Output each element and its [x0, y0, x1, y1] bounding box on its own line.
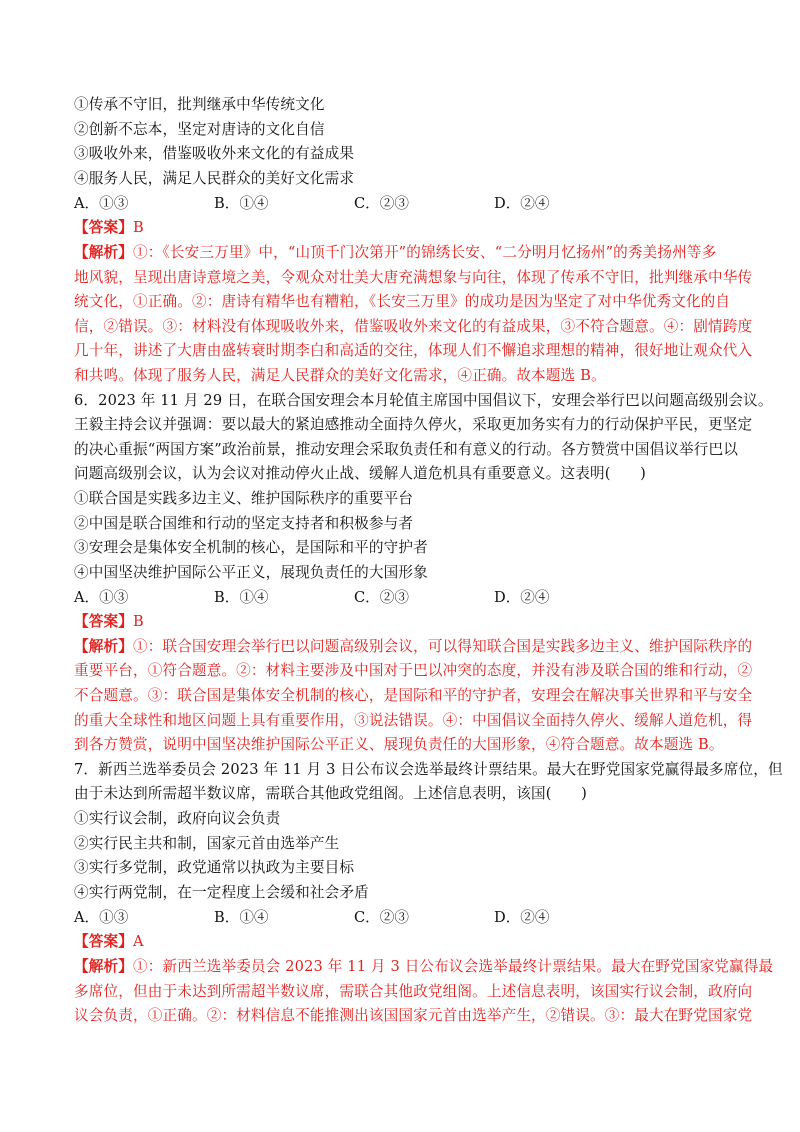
- q5-choices: [74, 191, 734, 216]
- choice-a: A．①③: [74, 909, 129, 927]
- choice-a: A．①③: [74, 195, 129, 213]
- q5-analysis: [74, 241, 753, 389]
- analysis-line: ①：新西兰选举委员会 2023 年 11 月 3 日公布议会选举最终计票结果。最大在野党国家党赢得最: [132, 958, 774, 975]
- option-line: ③安理会是集体安全机制的核心，是国际和平的守护者: [74, 539, 428, 557]
- analysis-line: 重要平台，①符合题意。②：材料主要涉及中国对于巴以冲突的态度，并没有涉及联合国的维和行动，②: [74, 662, 753, 680]
- analysis-tag: 【解析】: [74, 958, 133, 975]
- choice-a: A．①③: [74, 589, 129, 607]
- q6-stem: [74, 389, 773, 487]
- option-line: ②中国是联合国维和行动的坚定支持者和积极参与者: [74, 514, 414, 532]
- option-line: ①实行议会制，政府向议会负责: [74, 810, 281, 828]
- stem-line: 王毅主持会议并强调：要以最大的紧迫感推动全面持久停火，采取更加务实有力的行动保护平民，更坚定: [74, 416, 753, 434]
- option-line: ③实行多党制，政党通常以执政为主要目标: [74, 859, 355, 877]
- answer-tag: 【答案】: [74, 219, 133, 237]
- option-line: ④实行两党制，在一定程度上会缓和社会矛盾: [74, 883, 369, 901]
- choice-b: B．①④: [214, 195, 269, 213]
- q7-stem: [74, 758, 783, 807]
- q6-analysis: [74, 635, 753, 758]
- choice-c: C．②③: [354, 195, 409, 213]
- stem-line: 问题高级别会议，认为会议对推动停火止战、缓解人道危机具有重要意义。这表明( ): [74, 465, 646, 483]
- analysis-line: 的重大全球性和地区问题上具有重要作用，③说法错误。④：中国倡议全面持久停火、缓解人道危机，得: [74, 711, 753, 729]
- choice-b: B．①④: [214, 589, 269, 607]
- option-line: ③吸收外来，借鉴吸收外来文化的有益成果: [74, 145, 355, 163]
- analysis-line: 到各方赞赏，说明中国坚决维护国际公平正义、展现负责任的大国形象，④符合题意。故本题选 B。: [74, 736, 724, 754]
- choice-b: B．①④: [214, 909, 269, 927]
- analysis-line: 议会负责，①正确。②：材料信息不能推测出该国国家元首由选举产生，②错误。③：最大在野党国家党: [74, 1007, 753, 1025]
- analysis-tag: 【解析】: [74, 243, 133, 261]
- stem-line: 由于未达到所需超半数议席，需联合其他政党组阁。上述信息表明，该国( ): [74, 785, 587, 803]
- answer-value: B: [132, 219, 144, 237]
- stem-line: 7．新西兰选举委员会 2023 年 11 月 3 日公布议会选举最终计票结果。最大在野党国家党赢得最多席位，但: [74, 760, 783, 778]
- option-line: ④中国坚决维护国际公平正义，展现负责任的大国形象: [74, 563, 428, 581]
- q7-analysis: [74, 955, 774, 1029]
- q7-choices: [74, 905, 734, 930]
- analysis-tag: 【解析】: [74, 637, 133, 655]
- analysis-line: 信，②错误。③：材料没有体现吸收外来，借鉴吸收外来文化的有益成果，③不符合题意。④：剧情跨度: [74, 317, 753, 335]
- answer-tag: 【答案】: [74, 933, 133, 951]
- document-page: [74, 93, 783, 1029]
- choice-c: C．②③: [354, 589, 409, 607]
- choice-c: C．②③: [354, 909, 409, 927]
- analysis-line: 不合题意。③：联合国是集体安全机制的核心，是国际和平的守护者，安理会在解决事关世界和平与安全: [74, 687, 753, 705]
- option-line: ②实行民主共和制，国家元首由选举产生: [74, 834, 340, 852]
- q6-options: [74, 487, 734, 585]
- stem-line: 6．2023 年 11 月 29 日，在联合国安理会本月轮值主席国中国倡议下，安理会举行巴以问题高级别会议。: [74, 391, 773, 409]
- option-line: ②创新不忘本，坚定对唐诗的文化自信: [74, 120, 325, 138]
- stem-line: 的决心重振“两国方案”政治前景，推动安理会采取负责任和有意义的行动。各方赞赏中国倡议举行巴以: [74, 440, 738, 458]
- choice-d: D．②④: [494, 195, 550, 213]
- analysis-line: ①：联合国安理会举行巴以问题高级别会议，可以得知联合国是实践多边主义、维护国际秩序的: [132, 637, 753, 655]
- analysis-line: 几十年，讲述了大唐由盛转衰时期李白和高适的交往，体现人们不懈追求理想的精神，很好地让观众代入: [74, 342, 753, 360]
- analysis-line: 多席位，但由于未达到所需超半数议席，需联合其他政党组阁。上述信息表明，该国实行议会制，政府向: [74, 982, 753, 1000]
- choice-d: D．②④: [494, 589, 550, 607]
- analysis-line: ①：《长安三万里》中，“山顶千门次第开”的锦绣长安、“二分明月忆扬州”的秀美扬州等多: [132, 243, 717, 261]
- option-line: ①传承不守旧，批判继承中华传统文化: [74, 96, 325, 113]
- analysis-line: 和共鸣。体现了服务人民，满足人民群众的美好文化需求，④正确。故本题选 B。: [74, 366, 606, 384]
- analysis-line: 地风貌，呈现出唐诗意境之美，令观众对壮美大唐充满想象与向往，体现了传承不守旧，批判继承中华传: [74, 268, 753, 286]
- q6-choices: [74, 585, 734, 610]
- option-line: ①联合国是实践多边主义、维护国际秩序的重要平台: [74, 489, 414, 507]
- q7-options: [74, 807, 734, 905]
- choice-d: D．②④: [494, 909, 550, 927]
- answer-tag: 【答案】: [74, 613, 133, 631]
- answer-value: B: [132, 613, 144, 631]
- answer-value: A: [132, 933, 144, 951]
- option-line: ④服务人民，满足人民群众的美好文化需求: [74, 169, 355, 187]
- analysis-line: 统文化，①正确。②：唐诗有精华也有糟粕，《长安三万里》的成功是因为坚定了对中华优秀文化的自: [74, 293, 731, 311]
- q5-answer: [74, 216, 734, 241]
- q6-answer: [74, 610, 734, 635]
- q5-options: [74, 93, 734, 191]
- q7-answer: [74, 930, 734, 955]
